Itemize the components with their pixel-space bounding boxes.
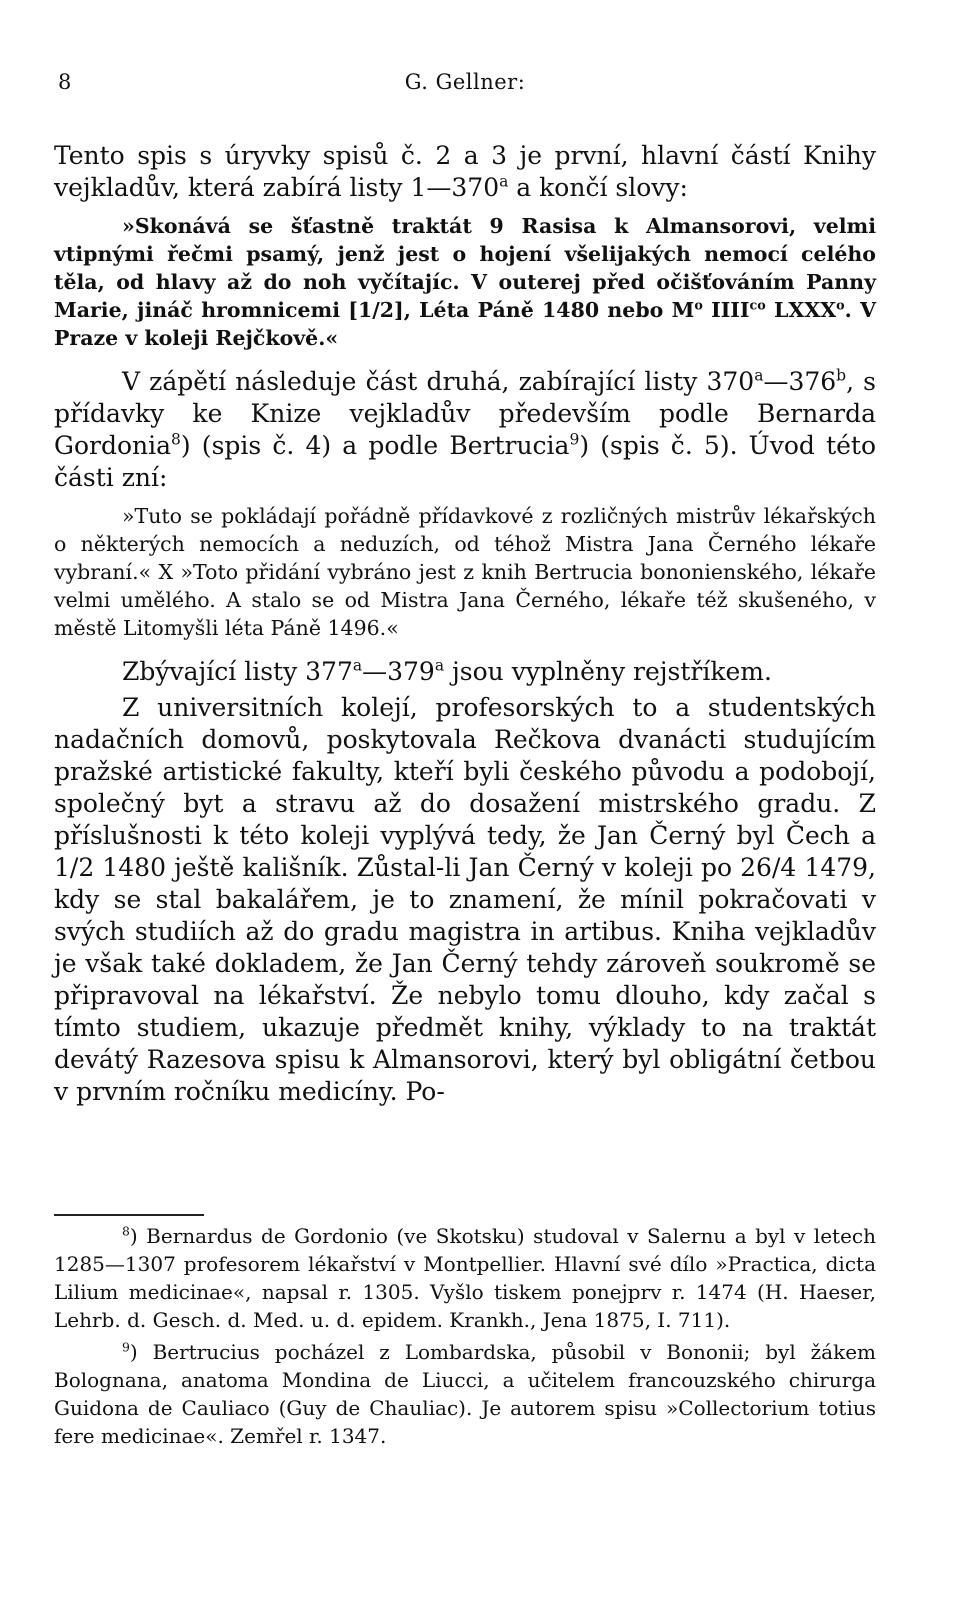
superscript: a xyxy=(434,656,445,675)
footnote-mark xyxy=(54,1338,130,1366)
footnote-divider xyxy=(54,1214,204,1216)
superscript: a xyxy=(754,366,764,385)
quote-2-text: »Tuto se pokládají pořádně přídavkové z rozličných mistrův lékařských o některých nemocích a neduzích, od téhož Mistra Jana Černého lékaře vybraní.« X »Toto přidání vybráno jest z knih Bertrucia bononienského, lékaře velmi umělého. A stalo se od Mistra Jana Černého, lékaře též skušeného, v městě Litomyšli léta Páně 1496.« xyxy=(54,504,876,640)
quote-1-mid: IIII xyxy=(702,298,750,322)
footnote-ref-9: 9 xyxy=(569,430,580,449)
footnote-mark xyxy=(54,1222,130,1250)
paragraph-3-text: Zbývající listy 377 xyxy=(122,657,353,686)
superscript: co xyxy=(749,297,766,313)
paragraph-2 xyxy=(54,366,876,494)
superscript: o xyxy=(694,297,703,313)
paragraph-1 xyxy=(54,140,876,204)
paragraph-4-text: Z universitních kolejí, profesorských to a studentských nadačních domovů, poskytovala Rečkova dvanácti studujícím pražské artistické fakulty, kteří byli českého původu a podobojí, společný byt a stravu až do dosažení mistrského gradu. Z příslušnosti k této koleji vyplývá tedy, že Jan Černý byl Čech a 1/2 1480 ještě kališník. Zůstal-li Jan Černý v koleji po 26/4 1479, kdy se stal bakalářem, je to znamení, že mínil pokračovati v svých studiích až do gradu magistra in artibus. Kniha vejkladův je však také dokladem, že Jan Černý tehdy zároveň soukromě se připravoval na lékařství. Že nebylo tomu dlouho, kdy začal s tímto studiem, ukazuje předmět knihy, výklady to na traktát devátý Razesova spisu k Almansorovi, který byl obligátní četbou v prvním ročníku medicíny. Po- xyxy=(54,693,876,1106)
running-head: G. Gellner: xyxy=(404,70,526,94)
quote-introduction xyxy=(54,502,876,642)
paragraph-3-text-b: —379 xyxy=(362,657,435,686)
footnote-number: 9 xyxy=(122,1339,130,1355)
footnote-9 xyxy=(54,1338,876,1450)
quote-1-mid2: LXXX xyxy=(765,298,837,322)
paragraph-1-text: Tento spis s úryvky spisů č. 2 a 3 je první, hlavní částí Knihy vejkladův, která zabírá listy 1—370 xyxy=(54,141,876,202)
quote-1-text: »Skonává se šťastně traktát 9 Rasisa k Almansorovi, velmi vtipnými řečmi psamý, jenž jest o hojení všelijakých nemocí celého těla, od hlavy až do noh vyčítajíc. V outerej před očišťováním Panny Marie, jináč hromnicemi [1/2], Léta Páně 1480 nebo M xyxy=(54,214,876,322)
superscript: a xyxy=(499,172,509,191)
paragraph-2-text: V zápětí následuje část druhá, zabírající listy 370 xyxy=(122,367,755,396)
footnotes xyxy=(54,1222,876,1454)
superscript: a xyxy=(352,656,363,675)
paragraph-3 xyxy=(54,656,876,688)
paragraph-1-end: a končí slovy: xyxy=(508,173,688,202)
page-header xyxy=(54,70,876,100)
page-number: 8 xyxy=(58,70,72,94)
superscript: o xyxy=(836,297,845,313)
footnote-ref-8: 8 xyxy=(171,430,181,449)
quote-1-end: . V Praze v koleji Rejčkově.« xyxy=(54,298,876,350)
footnote-text: ) Bernardus de Gordonio (ve Skotsku) studoval v Salernu a byl v letech 1285—1307 profesorem lékařství v Montpellier. Hlavní své dílo »Practica, dicta Lilium medicinae«, napsal r. 1305. Vyšlo tiskem ponejprv r. 1474 (H. Haeser, Lehrb. d. Gesch. d. Med. u. d. epidem. Krankh., Jena 1875, I. 711). xyxy=(54,1224,876,1332)
superscript: b xyxy=(836,366,847,385)
paragraph-2-text-e: ) (spis č. 5). Úvod této části zní: xyxy=(54,431,877,492)
footnote-number: 8 xyxy=(122,1223,130,1239)
page xyxy=(54,0,876,1616)
footnote-8 xyxy=(54,1222,876,1334)
footnote-text: ) Bertrucius pocházel z Lombardska, působil v Bononii; byl žákem Bolognana, anatoma Mondina de Liucci, a učitelem francouzského chirurga Guidona de Cauliaco (Guy de Chauliac). Je autorem spisu »Collectorium totius fere medicinae«. Zemřel r. 1347. xyxy=(54,1340,876,1448)
paragraph-3-text-c: jsou vyplněny rejstříkem. xyxy=(444,657,772,686)
main-text xyxy=(54,140,876,1108)
paragraph-2-text-d: ) (spis č. 4) a podle Bertrucia xyxy=(180,431,570,460)
paragraph-4 xyxy=(54,692,876,1108)
quote-colophon xyxy=(54,212,876,352)
paragraph-2-text-b: —376 xyxy=(763,367,837,396)
paragraph-2-text-c: , s přídavky ke Knize vejkladův především podle Bernarda Gordonia xyxy=(54,367,876,460)
